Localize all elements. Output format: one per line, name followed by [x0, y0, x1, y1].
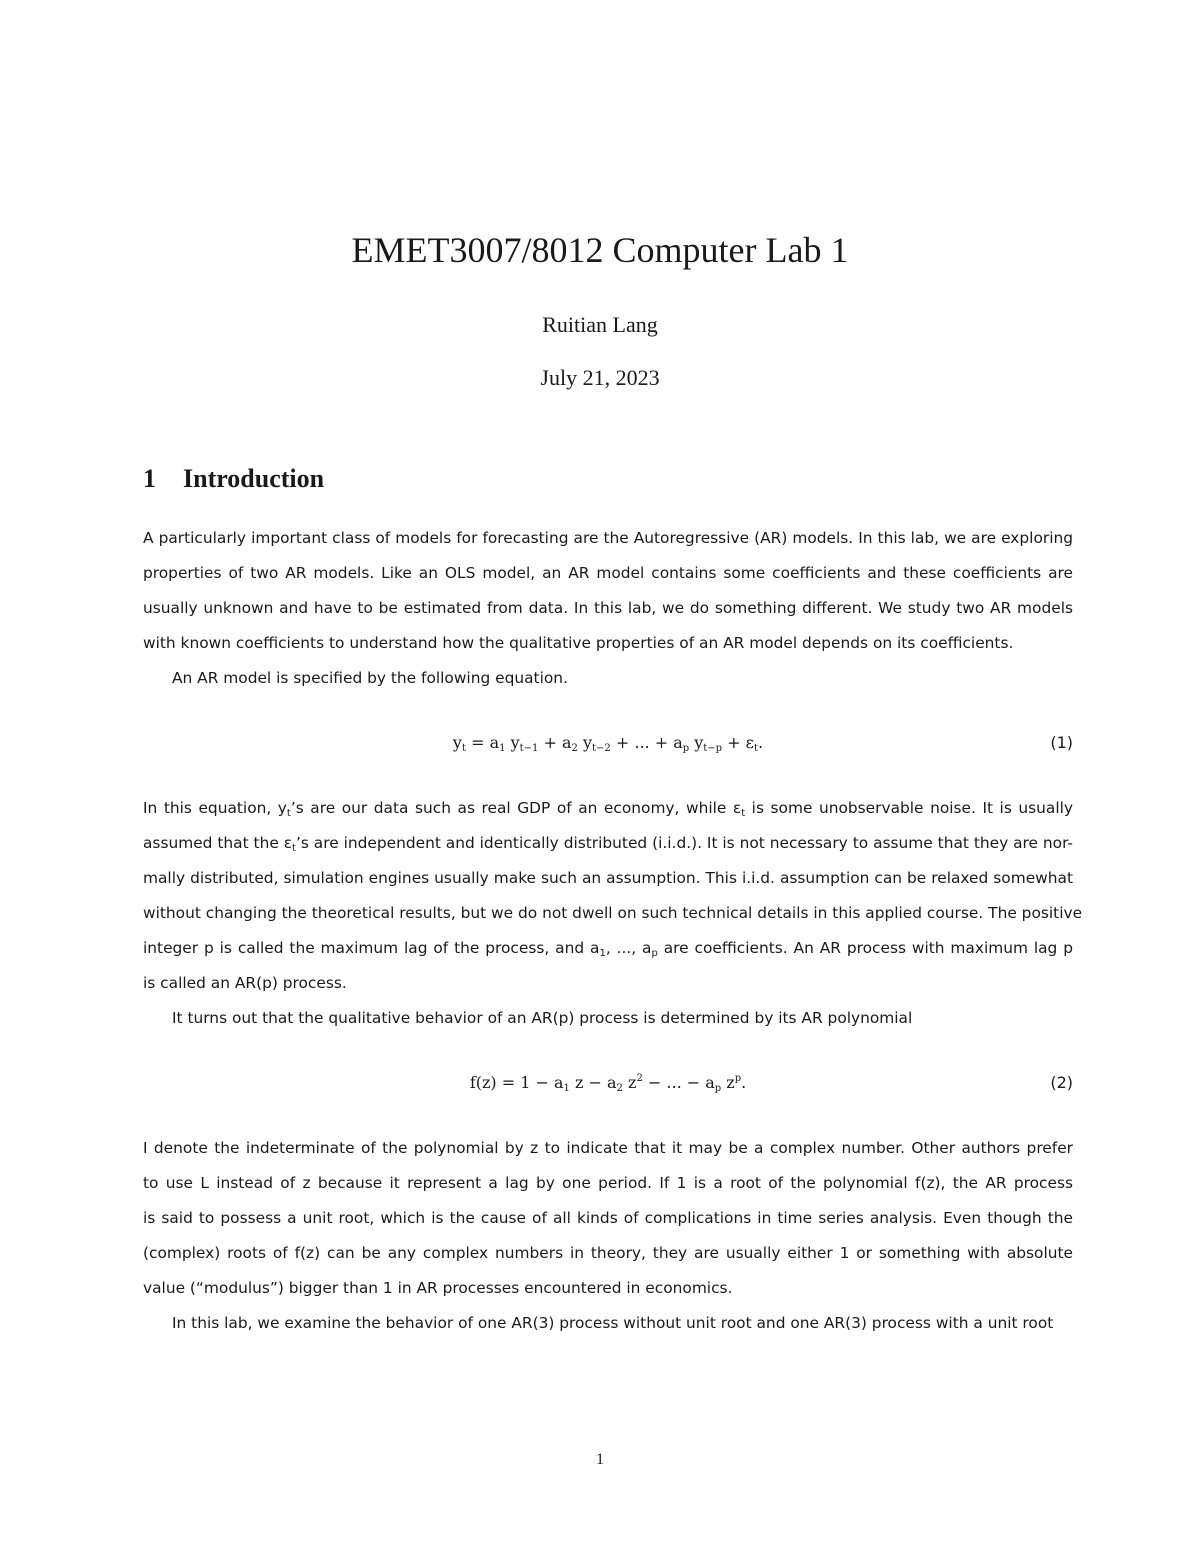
section-heading	[143, 462, 324, 496]
equation-1-label: (1)	[1050, 733, 1073, 752]
equation-2	[143, 1071, 1073, 1095]
paragraph-line: with known coefficients to understand how the qualitative properties of an AR model depends on its coefficients.	[143, 634, 1014, 652]
equation-1-math: $y_t = a_1$ $y_{t-1} + a_2$ $y_{t-2}$ + ... + $a_p$ $y_{t-p} + \varepsilon_t$.	[452, 733, 764, 754]
paragraph-line: to use L instead of z because it represent a lag by one period. If 1 is a root of the polynomial f(z), the AR process	[143, 1174, 1073, 1192]
author-name: Ruitian Lang	[542, 312, 658, 337]
paragraph-line: integer p is called the maximum lag of the process, and $a_1$, ..., $a_p$ are coefficients. An AR process with maximum lag p	[143, 939, 1073, 959]
paragraph-line: is called an AR(p) process.	[143, 974, 347, 992]
equation-2-label: (2)	[1050, 1073, 1073, 1092]
section-number: 1	[143, 464, 156, 493]
paragraph-line: mally distributed, simulation engines usually make such an assumption. This i.i.d. assumption can be relaxed somewhat	[143, 869, 1073, 887]
paragraph-line: An AR model is specified by the following equation.	[172, 669, 568, 687]
paragraph-line: In this equation, $y_t’s$ are our data such as real GDP of an economy, while $\varepsilon_t$ is some unobservable noise. It is usually	[143, 799, 1074, 819]
paragraph-line: I denote the indeterminate of the polynomial by z to indicate that it may be a complex number. Other authors prefer	[143, 1139, 1073, 1157]
paragraph-line: is said to possess a unit root, which is the cause of all kinds of complications in time series analysis. Even though the	[143, 1209, 1073, 1227]
paragraph-line: A particularly important class of models for forecasting are the Autoregressive (AR) models. In this lab, we are exploring	[143, 529, 1073, 547]
paragraph-line: without changing the theoretical results, but we do not dwell on such technical details in this applied course. The positive	[143, 904, 1083, 922]
page-number: 1	[596, 1451, 604, 1468]
paragraph-line: value (“modulus”) bigger than 1 in AR processes encountered in economics.	[143, 1279, 733, 1297]
paper-title: EMET3007/8012 Computer Lab 1	[351, 230, 849, 270]
paragraph-line: usually unknown and have to be estimated from data. In this lab, we do something different. We study two AR models	[143, 599, 1073, 617]
paragraph-line: In this lab, we examine the behavior of one AR(3) process without unit root and one AR(3) process with a unit root	[172, 1314, 1054, 1332]
section-title: Introduction	[183, 464, 325, 493]
paragraph-line: assumed that the $\varepsilon_t’s$ are independent and identically distributed (i.i.d.). It is not necessary to assume that they are nor-	[143, 834, 1073, 854]
paragraph-line: properties of two AR models. Like an OLS model, an AR model contains some coefficients and these coefficients are	[143, 564, 1073, 582]
equation-2-math: $f(z) = 1 - a_1$ $z - a_2$ $z^2$ − ... − $a_p$ $z^p$.	[469, 1073, 747, 1094]
equation-1	[143, 731, 1073, 755]
paper-date: July 21, 2023	[540, 365, 660, 390]
paragraph-line: It turns out that the qualitative behavior of an AR(p) process is determined by its AR polynomial	[172, 1009, 913, 1027]
paragraph-line: (complex) roots of f(z) can be any complex numbers in theory, they are usually either 1 or something with absolute	[143, 1244, 1073, 1262]
